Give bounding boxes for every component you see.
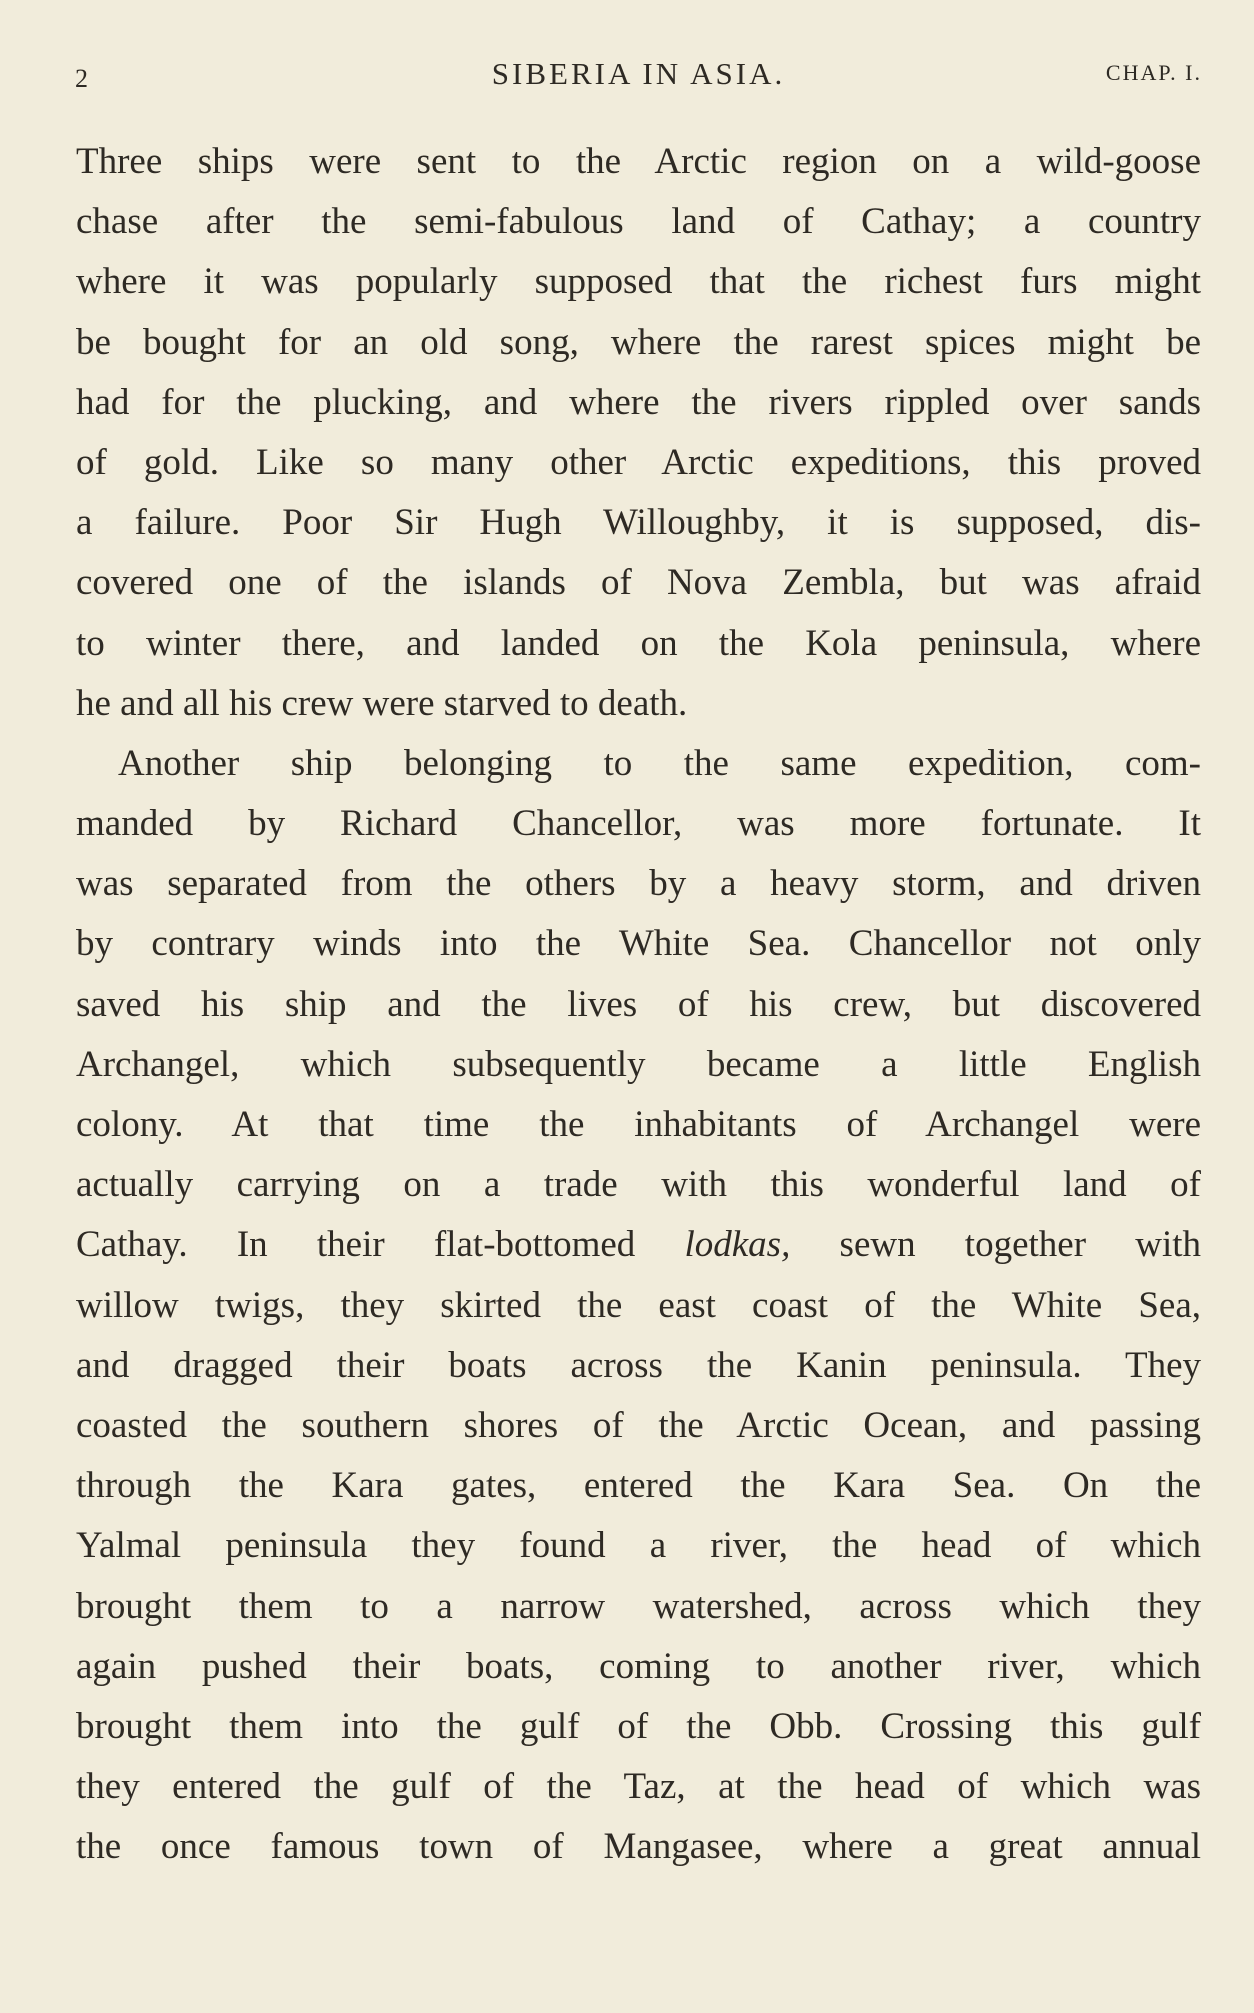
text-line: coasted the southern shores of the Arctic Ocean, and passing (76, 1404, 1201, 1446)
text-line: they entered the gulf of the Taz, at the head of which was (76, 1766, 1201, 1808)
text-line: again pushed their boats, coming to another river, which (76, 1645, 1201, 1687)
text-line: brought them into the gulf of the Obb. Crossing this gulf (76, 1705, 1201, 1747)
text-line: covered one of the islands of Nova Zembla, but was afraid (76, 562, 1201, 604)
text-line: by contrary winds into the White Sea. Chancellor not only (76, 923, 1201, 965)
italic-term: lodkas, (684, 1224, 791, 1266)
text-line: had for the plucking, and where the rivers rippled over sands (76, 381, 1201, 423)
running-title: SIBERIA IN ASIA. (491, 56, 786, 91)
text-line: where it was popularly supposed that the richest furs might (76, 261, 1201, 303)
text-line: actually carrying on a trade with this wonderful land of (76, 1164, 1201, 1206)
running-head (75, 50, 1202, 100)
chapter-label: CHAP. I. (1105, 60, 1202, 85)
text-line: willow twigs, they skirted the east coast of the White Sea, (76, 1284, 1201, 1326)
body-text (76, 132, 1201, 1877)
text-line: the once famous town of Mangasee, where a great annual (76, 1826, 1201, 1868)
text-line: be bought for an old song, where the rarest spices might be (76, 321, 1201, 363)
text-line: and dragged their boats across the Kanin peninsula. They (76, 1344, 1201, 1386)
text-line: saved his ship and the lives of his crew, but discovered (76, 983, 1201, 1025)
text-line: Another ship belonging to the same expedition, com- (118, 742, 1201, 784)
text-line-with-italic (76, 1215, 1201, 1275)
text-line: a failure. Poor Sir Hugh Willoughby, it is supposed, dis- (76, 502, 1201, 544)
text-line: of gold. Like so many other Arctic expeditions, this proved (76, 441, 1201, 483)
text-line: chase after the semi-fabulous land of Cathay; a country (76, 201, 1201, 243)
text-line: was separated from the others by a heavy storm, and driven (76, 863, 1201, 905)
text-line: Three ships were sent to the Arctic region on a wild-goose (76, 141, 1201, 182)
text-line: he and all his crew were starved to death. (76, 682, 688, 724)
text-line: to winter there, and landed on the Kola peninsula, where (76, 622, 1201, 664)
text-fragment: Cathay. In their flat-bottomed (76, 1224, 685, 1266)
text-line: through the Kara gates, entered the Kara Sea. On the (76, 1465, 1201, 1507)
text-fragment: sewn together with (790, 1224, 1201, 1266)
text-line: brought them to a narrow watershed, across which they (76, 1585, 1201, 1627)
text-line: manded by Richard Chancellor, was more fortunate. It (76, 803, 1201, 845)
page-number: 2 (75, 64, 89, 93)
text-line: Yalmal peninsula they found a river, the head of which (76, 1525, 1201, 1567)
text-line: Archangel, which subsequently became a little English (76, 1043, 1201, 1085)
text-line: colony. At that time the inhabitants of Archangel were (76, 1104, 1201, 1145)
